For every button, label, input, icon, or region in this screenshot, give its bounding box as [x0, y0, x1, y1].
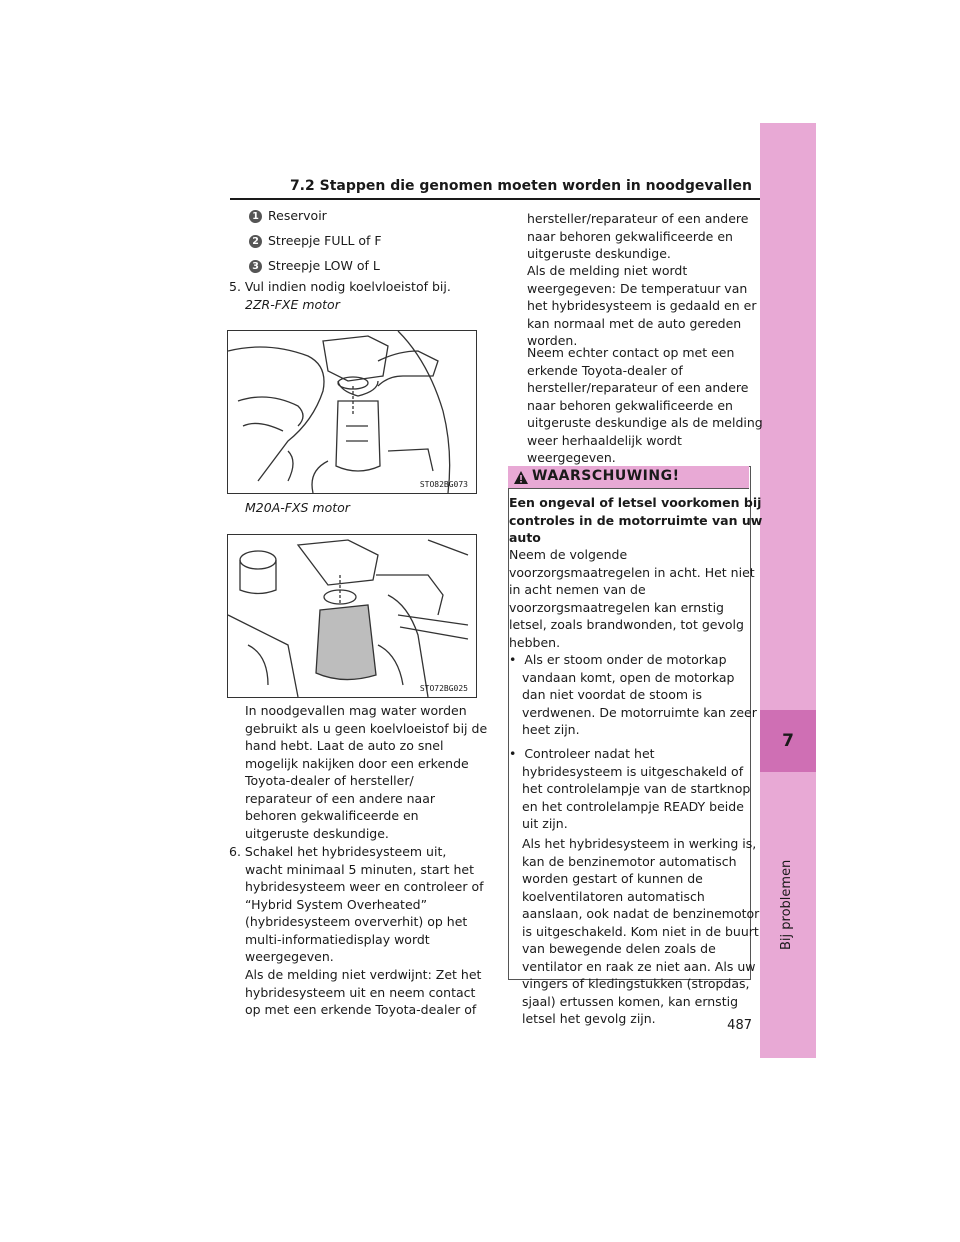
engine-illustration [228, 331, 476, 493]
chapter-label: Bij problemen [779, 859, 794, 950]
engine-label-m20a: M20A-FXS motor [245, 500, 350, 515]
right-continuation: hersteller/reparateur of een andere naar behoren gekwalificeerde en uitgeruste deskundige. [527, 211, 749, 261]
chapter-number: 7 [760, 710, 816, 772]
right-paragraph-no-message: Als de melding niet wordt weergegeven: De temperatuur van het hybridesysteem is gedaald en er kan normaal met de auto gereden worden. [527, 263, 757, 348]
engine-label-2zr: 2ZR-FXE motor [245, 297, 340, 312]
right-paragraph-contact: Neem echter contact op met een erkende Toyota-dealer of hersteller/reparateur of een andere naar behoren gekwalificeerde en uitgeruste deskundige als de melding weer herhaaldelijk wordt weergegeven. [527, 345, 763, 465]
callout-label: Streepje LOW of L [268, 258, 380, 273]
warning-title: WAARSCHUWING! [532, 468, 680, 484]
warning-intro: Neem de volgende voorzorgsmaatregelen in acht. Het niet in acht nemen van de voorzorgsmaatregelen kan ernstig letsel, zoals brandwonden, tot gevolg hebben. [509, 547, 755, 650]
callout-number: 1 [249, 210, 262, 223]
engine-illustration [228, 535, 476, 697]
callout-number: 2 [249, 235, 262, 248]
callout-number: 3 [249, 260, 262, 273]
figure-code: STO72BG025 [419, 684, 468, 693]
callout-full-mark [249, 232, 382, 250]
bullet-dot: • [509, 746, 525, 761]
step-6-followup: Als de melding niet verdwijnt: Zet het hybridesysteem uit en neem contact op met een erkende Toyota-dealer of [245, 967, 482, 1017]
header-rule [230, 198, 760, 200]
bullet-dot: • [509, 652, 525, 667]
callout-reservoir [249, 207, 327, 225]
step-6: 6. Schakel het hybridesysteem uit, wacht minimaal 5 minuten, start het hybridesysteem weer en controleer of “Hybrid System Overheated” (hybridesysteem oververhit) op het multi-informatiedisplay wordt weergegeven. [229, 844, 484, 964]
warning-bullet-check: • Controleer nadat het hybridesysteem is uitgeschakeld of het controlelampje van de startknop en het controlelampje READY beide uit zijn. [509, 746, 751, 831]
callout-low-mark [249, 257, 380, 275]
callout-label: Streepje FULL of F [268, 233, 382, 248]
warning-bullet-check-detail: Als het hybridesysteem in werking is, kan de benzinemotor automatisch worden gestart of kunnen de koelventilatoren automatisch aanslaan, ook nadat de benzinemotor is uitgeschakeld. Kom niet in de buurt van bewegende delen zoals de ventilator en raak ze niet aan. Als uw vingers of kledingstukken (stropdas, sjaal) ertussen komen, kan ernstig letsel het gevolg zijn. [522, 836, 760, 1026]
warning-bullet-steam: • Als er stoom onder de motorkap vandaan komt, open de motorkap dan niet voordat de stoom is verdwenen. De motorruimte kan zeer heet zijn. [509, 652, 757, 737]
emergency-water-paragraph: In noodgevallen mag water worden gebruikt als u geen koelvloeistof bij de hand hebt. Laat de auto zo snel mogelijk nakijken door een erkende Toyota-dealer of hersteller/ reparateur of een andere naar behoren gekwalificeerde en uitgeruste deskundige. [245, 703, 488, 841]
warning-heading: Een ongeval of letsel voorkomen bij controles in de motorruimte van uw auto [509, 495, 763, 545]
figure-code: STO82BG073 [419, 480, 468, 489]
warning-triangle-icon [513, 470, 529, 489]
callout-label: Reservoir [268, 208, 327, 223]
section-title: 7.2 Stappen die genomen moeten worden in noodgevallen [289, 178, 752, 194]
figure-m20a-coolant [227, 534, 477, 698]
step-5: 5. Vul indien nodig koelvloeistof bij. [229, 279, 451, 294]
figure-2zr-coolant [227, 330, 477, 494]
page-number: 487 [727, 1018, 752, 1033]
